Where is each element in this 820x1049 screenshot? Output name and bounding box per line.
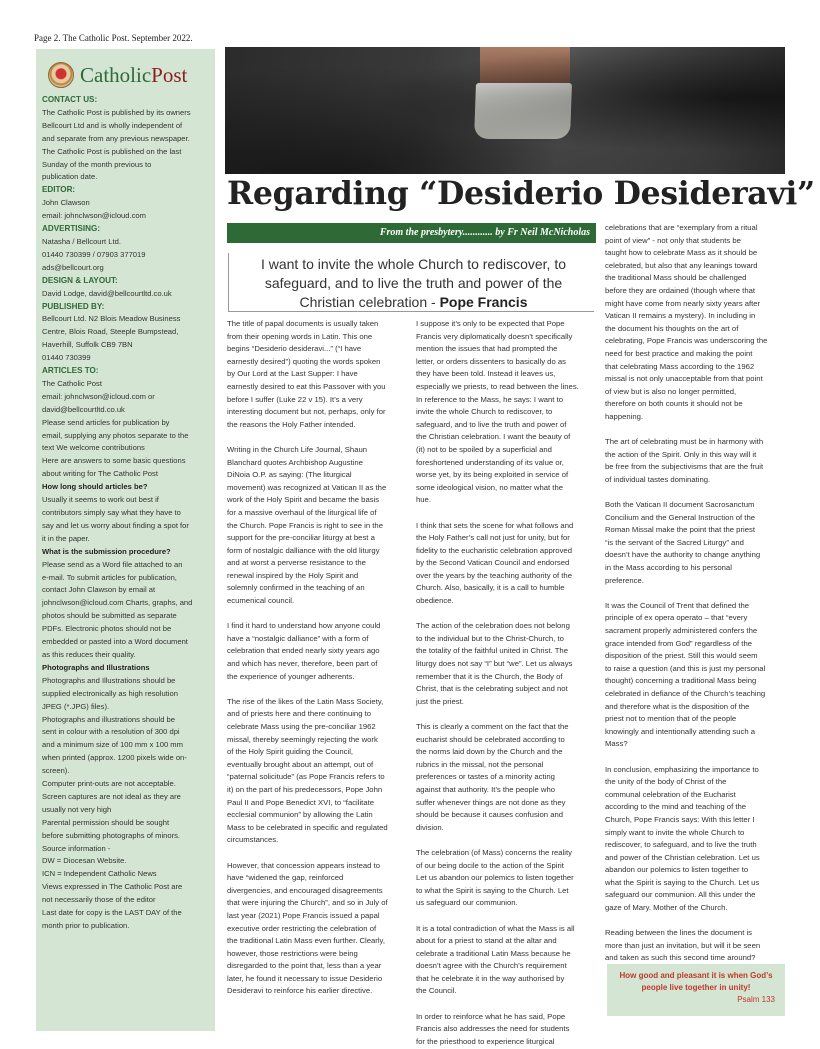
article-line: of individual tastes dominating. <box>605 474 711 484</box>
article-line: grace intended from God” regardless of the <box>605 638 752 648</box>
article-line: in the Mass according to his personal <box>605 563 732 573</box>
article-line: It was the Council of Trent that defined the <box>605 600 750 610</box>
article-line: need for best practice and making the point <box>605 348 753 358</box>
article-line: and which has never, therefore, been part of <box>227 659 378 669</box>
article-line: Paul II and Pope Benedict XVI, to “facilitate <box>227 797 375 807</box>
article-line: safeguard our communion. All this under the <box>605 890 756 900</box>
sidebar-line: about writing for The Catholic Post <box>42 469 158 479</box>
pull-quote-line: I want to invite the whole Church to rediscover, to <box>260 256 567 272</box>
sidebar-line: when printed (approx. 1200 pixels wide on- <box>42 753 187 763</box>
article-line: to the individual but to the Christ-Church, to <box>416 633 564 643</box>
article-line: from their opening words in Latin. This one <box>227 331 373 341</box>
sidebar-line: Sunday of the month previous to <box>42 159 152 169</box>
article-line: communal celebration of the Eucharist <box>605 789 736 799</box>
paragraph-gap <box>227 431 405 444</box>
sidebar-line: and a minimum size of 100 mm x 100 mm <box>42 740 183 750</box>
paragraph-gap <box>227 847 405 860</box>
article-line: and of priests here and there continuing to <box>227 709 372 719</box>
article-line: However, that concession appears instead to <box>227 860 380 870</box>
article-line: celebrate a traditional Latin Mass because he <box>416 948 571 958</box>
sidebar-line: as this reduces their quality. <box>42 649 136 659</box>
article-line: be free from the subjectivisms that are the fruit <box>605 462 764 472</box>
sidebar-line: ads@bellcourt.org <box>42 262 104 272</box>
page-header: Page 2. The Catholic Post. September 2022. <box>34 33 193 43</box>
article-line: the action of the Spirit. Only in this way will it <box>605 449 757 459</box>
article-line: In reference to the Mass, he says: I want to <box>416 394 563 404</box>
article-line: the unity of the body of Christ of the <box>605 777 727 787</box>
article-line: before I suffer (Luke 22 v 15). It’s a very <box>227 394 363 404</box>
article-line: celebrated in defiance of the Church’s teaching <box>605 688 766 698</box>
article-line: that he celebrate it in the way authorised by <box>416 973 565 983</box>
article-line: The rise of the likes of the Latin Mass Society, <box>227 696 384 706</box>
article-line: hue. <box>416 495 431 505</box>
paragraph-gap <box>227 683 405 696</box>
article-line: mention the issues that had prompted the <box>416 344 558 354</box>
article-line: Writing in the Church Life Journal, Shaun <box>227 444 368 454</box>
article-line: celebration that ended nearly sixty years ago <box>227 646 380 656</box>
contact-sidebar <box>36 49 215 1031</box>
article-line: the Church. Pope Francis is right to see in the <box>227 520 383 530</box>
paragraph-gap <box>416 834 594 847</box>
sidebar-line: publication date. <box>42 172 98 182</box>
article-line: and power of the Christian celebration. Let us <box>605 852 760 862</box>
article-line: The art of celebrating must be in harmony with <box>605 437 764 447</box>
article-line: work of the Holy Spirit and became the basis <box>227 495 380 505</box>
article-line: that celebrating Mass according to the 1962 <box>605 361 755 371</box>
article-line: thought) concerning a traditional Mass being <box>605 676 757 686</box>
article-line: doesn’t agree with the Church’s requirement <box>416 961 567 971</box>
article-line: might have come from nearly sixty years after <box>605 298 761 308</box>
sidebar-line: The Catholic Post is published by its owners <box>42 107 191 117</box>
sidebar-line: Photographs and Illustrations <box>42 662 150 672</box>
sidebar-text <box>42 94 209 933</box>
article-line: solemnly confirmed in the teaching of an <box>227 583 365 593</box>
article-line: knowingly and intentionally attending such a <box>605 726 756 736</box>
article-line: however, those restrictions were being <box>227 948 358 958</box>
paragraph-gap <box>227 608 405 621</box>
article-line: liturgy does not say “I” but “we”. Let us always <box>416 659 573 669</box>
article-line: by the Second Vatican Council and endorsed <box>416 558 570 568</box>
article-line: the Council. <box>416 986 457 996</box>
article-line: abandon our polemics to listen together to <box>605 865 749 875</box>
sidebar-line: Bellcourt Ltd. N2 Blois Meadow Business <box>42 314 181 324</box>
article-line: the traditional Mass should be challenged <box>605 273 747 283</box>
article-line: ecumenical council. <box>227 596 295 606</box>
article-line: they have been told. Instead it leaves us, <box>416 369 556 379</box>
sidebar-line: John Clawson <box>42 198 90 208</box>
article-line: taught how to celebrate Mass as it should be <box>605 248 758 258</box>
sidebar-heading: CONTACT US: <box>42 95 98 104</box>
sidebar-heading: EDITOR: <box>42 185 76 195</box>
article-line: I suppose it’s only to be expected that Pope <box>416 319 565 328</box>
article-line: earnestly desired to eat this Passover with you <box>227 381 386 391</box>
article-line: Concilium and the General Instruction of the <box>605 512 755 522</box>
article-line: the experience of younger adherents. <box>227 671 355 681</box>
paragraph-gap <box>605 915 784 928</box>
article-line: us safeguard our communion. <box>416 898 518 908</box>
article-line: the Holy Father’s call not just for unity, but for <box>416 533 570 543</box>
article-line: “is the servant of the Sacred Liturgy” and <box>605 537 744 547</box>
article-line: missal is not only unacceptable from that point <box>605 374 763 384</box>
article-line: fidelity to the eucharistic celebration approved <box>416 545 572 555</box>
pull-quote <box>228 253 594 312</box>
article-line: for a massive overhaul of the liturgical life of <box>227 507 377 517</box>
article-line: about for a priest to stand at the altar and <box>416 936 557 946</box>
article-line: that were injuring the Church”, and so in July of <box>227 898 388 908</box>
article-line: Reading between the lines the document is <box>605 928 753 938</box>
sidebar-line: 01440 730399 / 07903 377019 <box>42 249 146 259</box>
article-line: letter, or orders dissenters to basically do as <box>416 356 566 366</box>
article-line: movement) was recognized at Vatican II as the <box>227 482 387 492</box>
psalm-quote-line: people live together in unity! <box>641 983 751 992</box>
article-line: rediscover, to safeguard, and to live the truth <box>605 840 757 850</box>
sidebar-line: email: johnclwson@icloud.com <box>42 211 146 221</box>
paragraph-gap <box>416 910 594 923</box>
article-line: sacrament properly administered confers the <box>605 626 758 635</box>
sidebar-line: e-mail. To submit articles for publication, <box>42 572 177 582</box>
article-line: Christ, that is the celebrating subject and not <box>416 684 568 694</box>
article-line: eucharist should be celebrated according to <box>416 734 565 744</box>
article-column-1 <box>227 318 405 998</box>
article-line: and at worst a perverse resistance to the <box>227 558 366 568</box>
article-line: according to the mind and teaching of the <box>605 802 747 812</box>
article-line: against that authority. It’s the people who <box>416 784 556 794</box>
article-line: of view but is also no longer permitted, <box>605 386 737 396</box>
article-line: celebrating, Pope Francis was underscoring the <box>605 336 768 346</box>
sidebar-line: Screen captures are not ideal as they are <box>42 791 181 801</box>
article-title: Regarding “Desiderio Desideravi” <box>227 175 815 212</box>
sidebar-line: Views expressed in The Catholic Post are <box>42 882 183 892</box>
sidebar-line: sent in colour with a resolution of 300 dpi <box>42 727 180 737</box>
article-line: priest not to mention that of the people <box>605 714 737 724</box>
article-line: eventually brought about an attempt, out of <box>227 759 374 769</box>
article-line: celebrated, but also that any leanings toward <box>605 260 758 270</box>
article-line: just the priest. <box>416 696 464 706</box>
sidebar-line: DW = Diocesan Website. <box>42 856 127 866</box>
article-line: interesting document but not, perhaps, only for <box>227 407 386 417</box>
article-line: Church, Pope Francis says: With this letter I <box>605 814 755 824</box>
paragraph-gap <box>605 751 784 764</box>
sidebar-line: Last date for copy is the LAST DAY of the <box>42 908 182 918</box>
article-line: Francis very diplomatically doesn’t specifically <box>416 331 573 341</box>
article-line: the norms laid down by the Church and the <box>416 747 563 757</box>
article-line: preference. <box>605 575 644 585</box>
sidebar-line: Centre, Blois Road, Steeple Bumpstead, <box>42 327 179 337</box>
sidebar-line: text We welcome contributions <box>42 443 145 453</box>
sidebar-line: month prior to publication. <box>42 921 130 930</box>
article-line: the totality of the faithful united in Christ. The <box>416 646 568 656</box>
article-line: celebrate Mass using the pre-conciliar 1962 <box>227 722 376 731</box>
article-line: earnestly desired”) quoting the words spoken <box>227 356 381 366</box>
article-line: In conclusion, emphasizing the importance to <box>605 764 759 774</box>
sidebar-line: David Lodge, david@bellcourtltd.co.uk <box>42 288 172 298</box>
article-line: Let us abandon our polemics to listen together <box>416 873 574 883</box>
sidebar-line: contact John Clawson by email at <box>42 585 156 595</box>
article-line: I think that sets the scene for what follows and <box>416 520 574 530</box>
paragraph-gap <box>416 708 594 721</box>
article-line: and taken as such this second time around? <box>605 953 756 963</box>
paragraph-gap <box>416 998 594 1011</box>
article-line: (it) not to be spoiled by a superficial and <box>416 444 552 454</box>
article-line: DiNoia O.P. as saying: (The liturgical <box>227 470 352 480</box>
sidebar-line: Photographs and Illustrations should be <box>42 675 176 685</box>
sidebar-line: david@bellcourtltd.co.uk <box>42 404 125 414</box>
psalm-reference: Psalm 133 <box>737 995 775 1004</box>
article-line: celebrations that are “exemplary from a ritual <box>605 223 758 232</box>
pull-quote-line: Christian celebration - Pope Francis <box>299 294 528 310</box>
article-line: doesn’t have the authority to change anything <box>605 550 761 560</box>
sidebar-line: Computer print-outs are not acceptable. <box>42 779 176 789</box>
article-line: over the years by the teaching authority of the <box>416 570 572 580</box>
sidebar-line: johnclwson@icloud.com Charts, graphs, and <box>42 598 193 608</box>
article-column-3 <box>605 222 784 965</box>
article-line: renewal inspired by the Holy Spirit and <box>227 570 359 580</box>
article-line: circumstances. <box>227 835 279 845</box>
sidebar-line: contributors simply say what they have to <box>42 508 181 517</box>
sidebar-line: not necessarily those of the editor <box>42 895 156 905</box>
logo-wordmark: CatholicPost <box>80 62 188 87</box>
psalm-quote-box <box>607 964 785 1016</box>
sidebar-line: Here are answers to some basic questions <box>42 456 186 466</box>
pull-quote-author: Pope Francis <box>439 294 528 310</box>
article-line: It is a total contradiction of what the Mass is all <box>416 923 575 933</box>
article-line: safeguard, and to live the truth and power of <box>416 419 567 429</box>
article-line: invite the whole Church to rediscover, to <box>416 407 553 417</box>
article-line: support for the pre-conciliar liturgy at best a <box>227 533 375 543</box>
paragraph-gap <box>605 424 784 437</box>
article-line: simply want to invite the whole Church to <box>605 827 745 837</box>
article-line: The action of the celebration does not belong <box>416 621 570 631</box>
article-line: happening. <box>605 411 644 421</box>
sidebar-line: How long should articles be? <box>42 482 148 492</box>
article-line: some ideological vision, no matter what the <box>416 482 563 492</box>
article-line: Church. Also, basically, it is a call to humble <box>416 583 565 593</box>
article-line: of the Holy Spirit guiding the Council, <box>227 747 354 757</box>
article-line: “paternal solicitude” (as Pope Francis refers to <box>227 772 385 782</box>
sidebar-line: ICN = Independent Catholic News <box>42 869 157 879</box>
article-line: preferences or tastes of a minority acting <box>416 772 555 782</box>
article-line: Roman Missal make the point that the priest <box>605 525 755 535</box>
sidebar-heading: ARTICLES TO: <box>42 366 99 376</box>
article-line: missal, thereby seemingly rejecting the work <box>227 734 378 744</box>
article-line: Blanchard quotes Archbishop Augustine <box>227 457 363 467</box>
paragraph-gap <box>605 486 784 499</box>
article-line: The title of papal documents is usually taken <box>227 319 379 328</box>
sidebar-heading: PUBLISHED BY: <box>42 301 105 311</box>
article-line: disregarded to the point that, less than a year <box>227 961 382 971</box>
article-line: therefore on both counts it should not be <box>605 399 743 409</box>
paragraph-gap <box>416 507 594 520</box>
sidebar-line: email, supplying any photos separate to the <box>42 430 189 440</box>
sidebar-line: before submitting photographs of minors. <box>42 830 181 840</box>
sidebar-line: usually not very high <box>42 804 112 814</box>
article-line: rubrics in the missal, not the personal <box>416 759 544 769</box>
sidebar-line: say and let us worry about finding a spot for <box>42 520 189 530</box>
article-line: foreshortened understanding of its value or, <box>416 457 564 467</box>
sidebar-line: 01440 730399 <box>42 353 91 363</box>
article-line: worse yet, by its being exploited in service of <box>416 470 569 480</box>
catholic-post-logo <box>42 56 209 94</box>
article-line: before they are ordained (though where that <box>605 285 756 295</box>
sidebar-line: Please send articles for publication by <box>42 417 170 427</box>
article-line: Both the Vatican II document Sacrosanctum <box>605 500 755 510</box>
sidebar-heading: DESIGN & LAYOUT: <box>42 275 118 285</box>
article-line: Desideravi to reinforce his earlier directive. <box>227 986 373 996</box>
hero-photo-clerical-collar <box>225 47 785 174</box>
article-line: the reasons the Holy Father intended. <box>227 419 356 429</box>
sidebar-line: What is the submission procedure? <box>42 546 171 556</box>
article-column-2 <box>416 318 594 1048</box>
sidebar-line: Please send as a Word file attached to an <box>42 559 183 569</box>
sidebar-line: Natasha / Bellcourt Ltd. <box>42 236 121 246</box>
sidebar-line: Haverhill, Suffolk CB9 7BN <box>42 340 133 350</box>
article-line: Vatican II remains a mystery). In including in <box>605 311 756 321</box>
article-line: to raise a question (and this is just my personal <box>605 663 766 673</box>
sidebar-line: Usually it seems to work out best if <box>42 495 159 505</box>
article-line: point of view” - not only that students be <box>605 235 741 245</box>
article-line: remember that it is the Church, the Body of <box>416 671 563 681</box>
article-line: disposition of the priest. Still this would seem <box>605 651 758 661</box>
sidebar-line: email: johnclwson@icloud.com or <box>42 391 155 401</box>
article-line: In order to reinforce what he has said, Pope <box>416 1011 566 1021</box>
article-line: executive order restricting the celebration of <box>227 923 377 933</box>
article-line: principle of ex opera operato – that “every <box>605 613 748 623</box>
article-line: it) on the part of his predecessors, Pope John <box>227 784 383 794</box>
article-line: obedience. <box>416 596 454 606</box>
paragraph-gap <box>605 587 784 600</box>
sidebar-line: The Catholic Post is published on the last <box>42 146 182 156</box>
sidebar-line: PDFs. Electronic photos should not be <box>42 624 172 634</box>
article-line: I find it hard to understand how anyone could <box>227 621 381 631</box>
article-line: divergencies, and encouraged disagreements <box>227 885 383 895</box>
article-line: for the priesthood to experience liturgical <box>416 1036 555 1046</box>
sidebar-line: JPEG (*.JPG) files). <box>42 701 110 711</box>
article-line: Mass? <box>605 739 628 749</box>
article-line: of our being docile to the action of the Spirit <box>416 860 564 870</box>
article-line: gaze of Mary. Mother of the Church. <box>605 903 728 913</box>
article-line: division. <box>416 822 444 832</box>
article-line: suffer whenever things are not done as they <box>416 797 566 807</box>
article-line: The celebration (of Mass) concerns the reality <box>416 847 572 857</box>
sidebar-line: Parental permission should be sought <box>42 817 170 827</box>
article-line: to what the Spirit is saying to the Church. Let <box>416 885 569 895</box>
article-line: last year (2021) Pope Francis issued a papal <box>227 910 380 920</box>
article-line: should be because it causes confusion and <box>416 810 564 820</box>
article-line: This is clearly a comment on the fact that the <box>416 722 569 731</box>
sidebar-line: Source information - <box>42 843 111 853</box>
psalm-quote-line: How good and pleasant it is when God’s <box>619 971 773 980</box>
sidebar-line: The Catholic Post <box>42 378 102 388</box>
article-line: have “widened the gap, reinforced <box>227 873 344 883</box>
sidebar-heading: ADVERTISING: <box>42 224 101 234</box>
article-line: begins “Desiderio desideravi...” (“I have <box>227 344 362 354</box>
pull-quote-line: safeguard, and to live the truth and power of the <box>264 275 563 291</box>
article-line: especially we priests, to read between the lines. <box>416 381 579 391</box>
sidebar-line: Bellcourt Ltd and is wholly independent of <box>42 120 183 130</box>
article-line: later, he found it necessary to issue Desiderio <box>227 973 383 983</box>
sidebar-line: photos should be submitted as separate <box>42 611 177 621</box>
papal-seal-icon <box>48 62 74 88</box>
article-line: by Our Lord at the Last Supper: I have <box>227 369 358 379</box>
article-line: the Christian celebration. I want the beauty of <box>416 432 571 442</box>
article-line: have a “nostalgic dalliance” with a form of <box>227 633 369 643</box>
article-line: ecclesial communion” by allowing the Latin <box>227 810 373 820</box>
article-line: Mass to be celebrated in specific and regulated <box>227 822 388 832</box>
article-line: and therefore what is the disposition of the <box>605 701 750 711</box>
article-line: the document his thoughts on the art of <box>605 323 739 333</box>
sidebar-line: embedded or pasted into a Word document <box>42 637 188 647</box>
article-byline: From the presbytery............ by Fr Neil McNicholas <box>227 223 596 243</box>
sidebar-line: supplied electronically as high resolution <box>42 688 178 698</box>
sidebar-line: and separate from any previous newspaper. <box>42 133 190 143</box>
article-line: what the Spirit is saying to the Church. Let us <box>605 877 760 887</box>
sidebar-line: it in the paper. <box>42 533 90 543</box>
sidebar-line: screen). <box>42 766 70 776</box>
article-line: more than just an invitation, but will it be seen <box>605 940 761 950</box>
hero-shading <box>225 47 785 174</box>
paragraph-gap <box>416 608 594 621</box>
article-line: form of nostalgic dalliance with the old liturgy <box>227 545 380 555</box>
article-line: the traditional Latin Mass even further. Clearly, <box>227 936 385 946</box>
sidebar-line: Photographs and illustrations should be <box>42 714 175 724</box>
article-line: Francis also addresses the need for students <box>416 1024 570 1034</box>
